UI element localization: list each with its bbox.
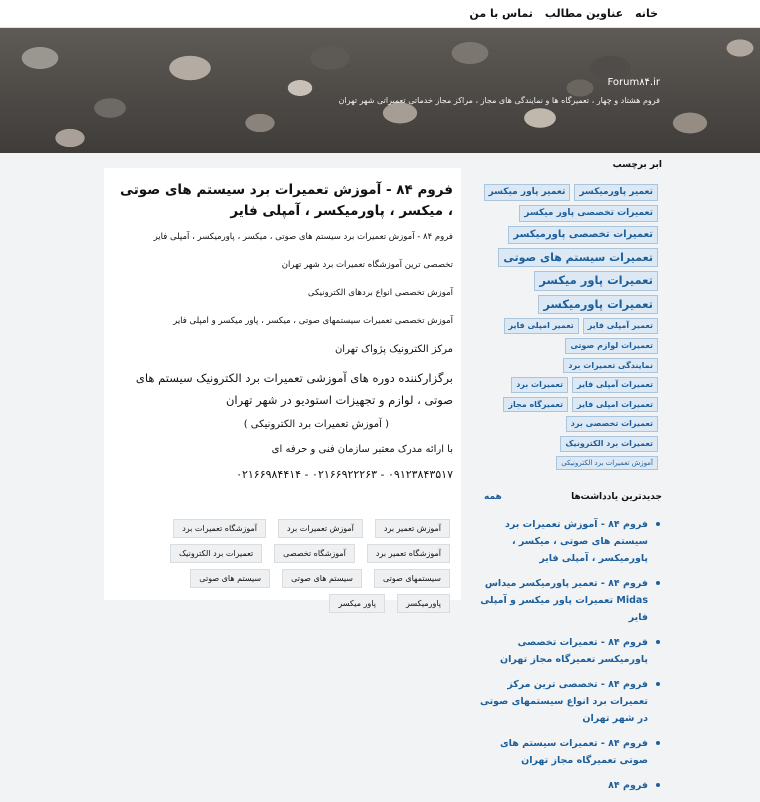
post-tag[interactable]: سیستم های صوتی [190, 569, 270, 588]
post-tag[interactable]: آموزشگاه تعمیر برد [367, 544, 450, 563]
site-title[interactable]: Forum۸۴.ir [607, 77, 660, 88]
post-tag[interactable]: آموزش تعمیرات برد [278, 519, 363, 538]
recent-posts-title: جدیدترین یادداشت‌ها [571, 491, 662, 502]
cloud-tag[interactable]: تعمیرگاه مجاز [503, 397, 568, 413]
nav-contact-link[interactable]: تماس با من [469, 7, 533, 20]
recent-post-link[interactable]: فروم ۸۴ - تعمیرات سیستم های صوتی تعمیرگاه مجاز تهران [474, 735, 650, 769]
post-tag[interactable]: پاورمیکسر [397, 594, 450, 613]
post-paragraph: ( آموزش تعمیرات برد الکترونیکی ) [243, 419, 389, 430]
cloud-tag[interactable]: تعمیر پاور میکسر [484, 184, 571, 201]
tag-cloud [474, 184, 662, 470]
recent-post-link[interactable]: فروم ۸۴ - تعمیرات تخصصی پاورمیکسر تعمیرگاه مجاز تهران [474, 634, 650, 668]
post-content [104, 168, 461, 608]
post-paragraph: برگزارکننده دوره های آموزشی تعمیرات برد الکترونیک سیستم های صوتی ، لوازم و تجهیزات استودیو در شهر تهران [135, 371, 453, 407]
post-tag[interactable]: آموزشگاه تخصصی [274, 544, 355, 563]
post-tags [112, 489, 453, 613]
post-paragraph: با ارائه مدرک معتبر سازمان فنی و حرفه ای [271, 444, 453, 455]
post-paragraph: آموزش تخصصی تعمیرات سیستمهای صوتی ، میکسر ، پاور میکسر و امپلی فایر [173, 316, 453, 326]
post-tag[interactable]: آموزش تعمیر برد [375, 519, 450, 538]
post-paragraph: آموزش تخصصی انواع بردهای الکترونیکی [307, 288, 453, 298]
phone-numbers: ۰۹۱۲۳۸۴۳۵۱۷ - ۰۲۱۶۶۹۲۲۲۶۳ - ۰۲۱۶۶۹۸۴۴۱۴ [236, 468, 453, 481]
cloud-tag[interactable]: تعمیر امپلی فایر [504, 318, 579, 334]
post-paragraph: مرکز الکترونیک پژواک تهران [334, 344, 453, 355]
nav-posts-link[interactable]: عناوین مطالب [544, 7, 624, 20]
recent-posts-header [474, 492, 662, 502]
cloud-tag[interactable]: تعمیرات برد الکترونیک [560, 436, 658, 452]
cloud-tag[interactable]: تعمیرات امپلی فایر [572, 397, 658, 413]
recent-post-link[interactable]: فروم ۸۴ - تعمیر پاورمیکسر میداس Midas تعمیرات پاور میکسر و آمپلی فایر [474, 575, 650, 626]
cloud-tag[interactable]: تعمیرات آمپلی فایر [572, 377, 658, 393]
top-navigation [0, 0, 760, 28]
cloud-tag[interactable]: تعمیرات پاور میکسر [534, 271, 658, 291]
cloud-tag[interactable]: تعمیر پاورمیکسر [574, 184, 658, 201]
recent-post-link[interactable]: فروم ۸۴ - آموزش تعمیرات برد سیستم های صوتی ، میکسر ، پاورمیکسر ، آمپلی فایر [474, 516, 650, 567]
main-menu [469, 7, 658, 20]
cloud-tag[interactable]: نمایندگی تعمیرات برد [563, 358, 658, 374]
post-paragraph: فروم ۸۴ - آموزش تعمیرات برد سیستم های صوتی ، میکسر ، پاورمیکسر ، آمپلی فایر [153, 232, 453, 242]
cloud-tag[interactable]: تعمیرات لوازم صوتی [565, 338, 658, 354]
cloud-tag[interactable]: تعمیرات برد [511, 377, 568, 393]
site-description: فروم هشتاد و چهار ، تعمیرگاه ها و نمایندگی های مجاز ، مراکز مجاز خدماتی تعمیراتی شهر تهران [338, 96, 660, 105]
cloud-tag[interactable]: تعمیرات تخصصی پاور میکسر [519, 205, 658, 222]
post-tag[interactable]: پاور میکسر [329, 594, 385, 613]
post-title[interactable]: فروم ۸۴ - آموزش تعمیرات برد سیستم های صوتی ، میکسر ، پاورمیکسر ، آمپلی فایر [120, 182, 453, 219]
cloud-tag[interactable]: تعمیرات تخصصی برد [566, 416, 658, 432]
cloud-tag[interactable]: تعمیرات سیستم های صوتی [498, 248, 658, 267]
recent-posts-list [474, 516, 662, 794]
post-tag[interactable]: سیستم های صوتی [282, 569, 362, 588]
tag-cloud-title: ابر برچسب [612, 160, 662, 170]
post-tag[interactable]: آموزشگاه تعمیرات برد [173, 519, 266, 538]
recent-posts-all-link[interactable]: همه [484, 491, 502, 502]
cloud-tag[interactable]: تعمیرات پاورمیکسر [538, 295, 658, 315]
post-paragraph: تخصصی ترین آموزشگاه تعمیرات برد شهر تهران [281, 260, 453, 270]
cloud-tag[interactable]: آموزش تعمیرات برد الکترونیکی [556, 456, 658, 470]
nav-home-link[interactable]: خانه [635, 7, 658, 20]
cloud-tag[interactable]: تعمیرات تخصصی پاورمیکسر [508, 226, 658, 244]
post-tag[interactable]: سیستمهای صوتی [374, 569, 450, 588]
cloud-tag[interactable]: تعمیر آمپلی فایر [583, 318, 658, 334]
recent-post-link[interactable]: فروم ۸۴ - تخصصی ترین مرکز تعمیرات برد انواع سیستمهای صوتی در شهر تهران [474, 676, 650, 727]
post-tag[interactable]: تعمیرات برد الکترونیک [170, 544, 262, 563]
recent-post-link[interactable]: فروم ۸۴ [474, 777, 650, 794]
sidebar [474, 160, 662, 802]
header-banner [0, 28, 760, 153]
